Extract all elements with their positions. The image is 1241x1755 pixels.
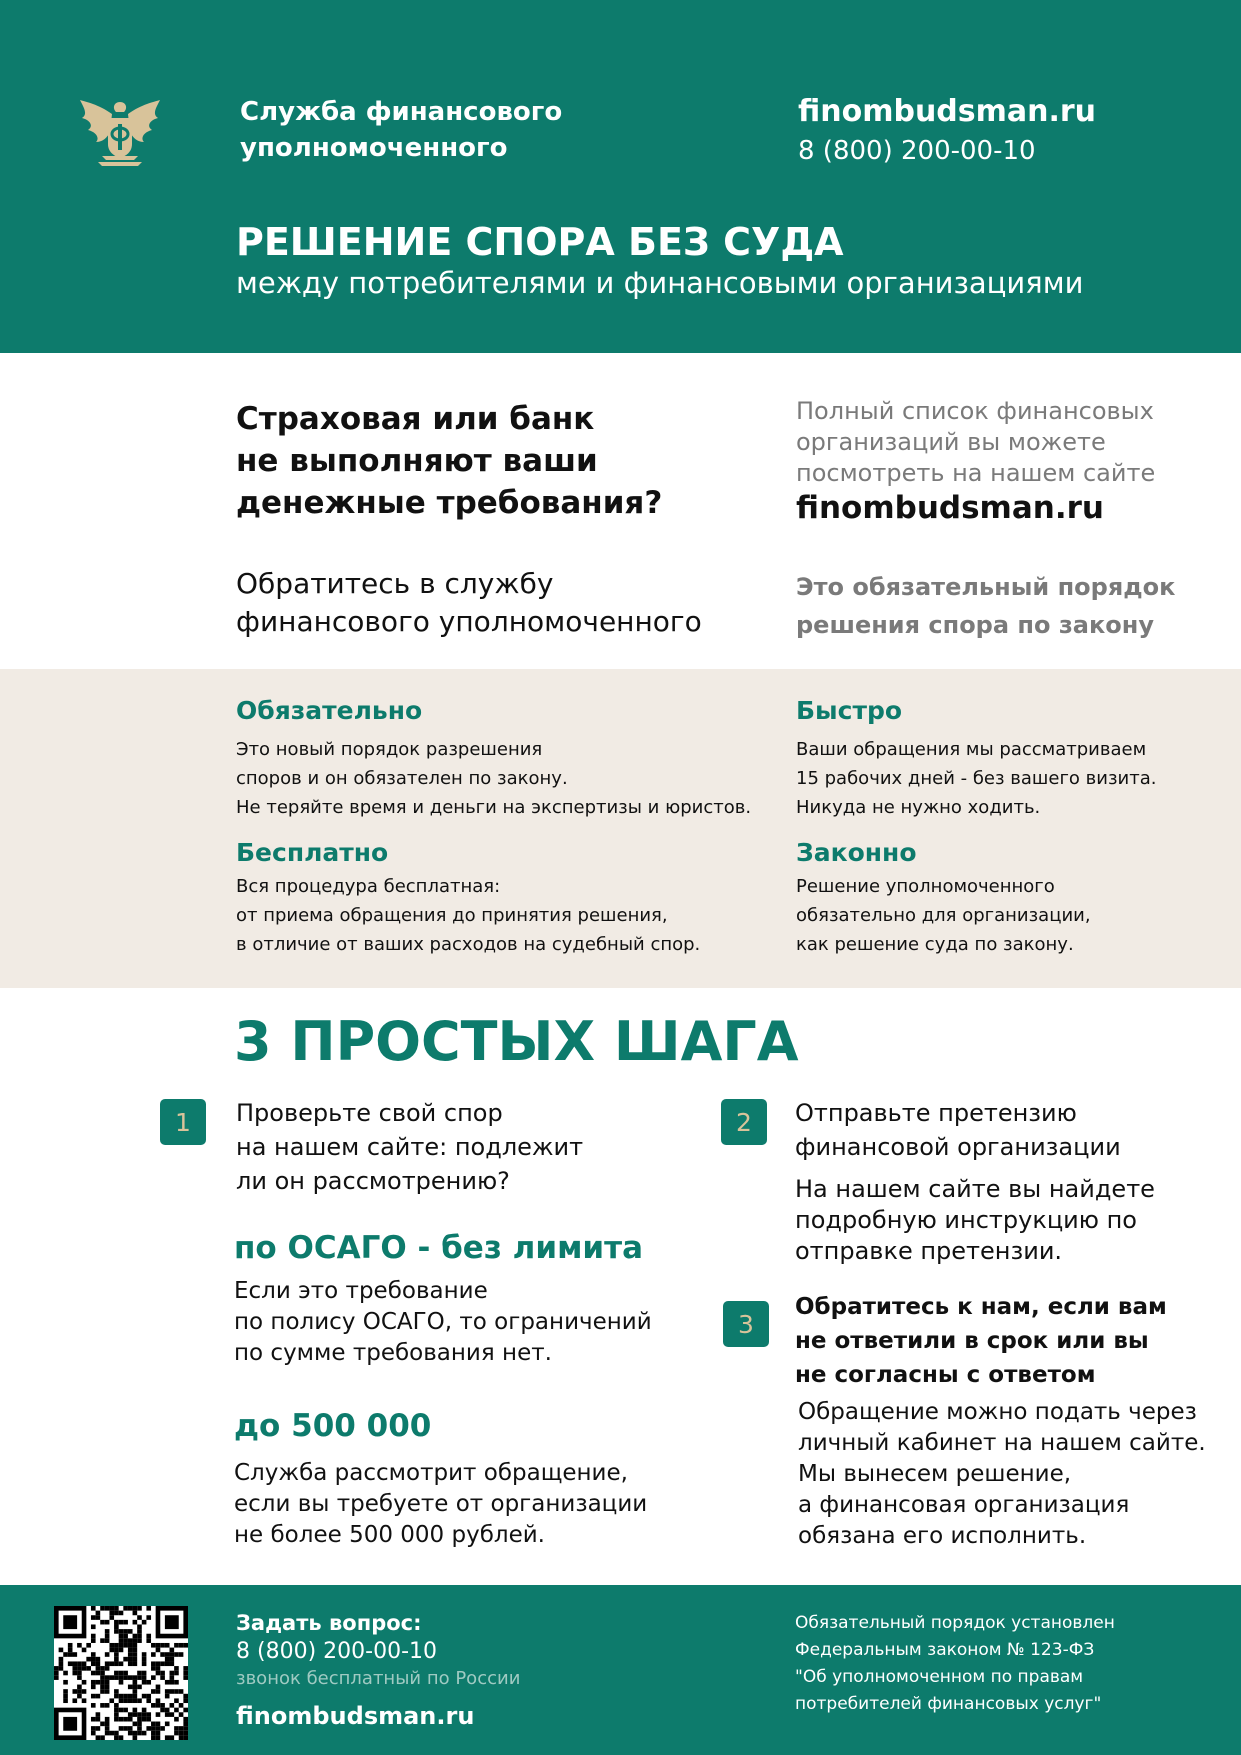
eagle-emblem-icon: [78, 96, 162, 168]
header-phone[interactable]: 8 (800) 200-00-10: [798, 136, 1036, 166]
benefit-title-free: Бесплатно: [236, 838, 389, 867]
free-call-note: звонок бесплатный по России: [236, 1668, 521, 1689]
step-1-badge: 1: [160, 1099, 206, 1145]
main-title: РЕШЕНИЕ СПОРА БЕЗ СУДА: [236, 220, 844, 264]
step-3-badge: 3: [723, 1301, 769, 1347]
header-site-link[interactable]: finombudsman.ru: [798, 94, 1097, 129]
list-site-link[interactable]: finombudsman.ru: [796, 490, 1104, 526]
footer-site-link[interactable]: finombudsman.ru: [236, 1702, 475, 1730]
benefit-title-legal: Законно: [796, 838, 917, 867]
benefit-text-free: Вся процедура бесплатная: от приема обращения до принятия решения, в отличие от ваших расходов на судебный спор.: [236, 876, 701, 955]
osago-text: Если это требование по полису ОСАГО, то ограничений по сумме требования нет.: [234, 1278, 652, 1366]
step-1-title: Проверьте свой спор на нашем сайте: подлежит ли он рассмотрению?: [236, 1099, 584, 1195]
step-3-title: Обратитесь к нам, если вам не ответили в срок или вы не согласны с ответом: [795, 1294, 1167, 1388]
step-2-badge: 2: [721, 1099, 767, 1145]
intro-question: Страховая или банк не выполняют ваши денежные требования?: [236, 401, 663, 521]
org-name: Служба финансового уполномоченного: [240, 97, 563, 163]
main-subtitle: между потребителями и финансовыми организациями: [236, 266, 1084, 300]
qr-code-icon[interactable]: [54, 1606, 188, 1740]
benefit-text-mandatory: Это новый порядок разрешения споров и он обязателен по закону. Не теряйте время и деньги на экспертизы и юристов.: [236, 739, 752, 818]
osago-title: по ОСАГО - без лимита: [234, 1230, 644, 1266]
header-band: [0, 0, 1241, 353]
steps-title: 3 ПРОСТЫХ ШАГА: [234, 1010, 799, 1073]
law-note: Обязательный порядок установлен Федеральным законом № 123-ФЗ "Об уполномоченном по правам потребителей финансовых услуг": [795, 1613, 1115, 1714]
limit-title: до 500 000: [234, 1408, 432, 1444]
benefit-text-fast: Ваши обращения мы рассматриваем 15 рабочих дней - без вашего визита. Никуда не нужно ходить.: [796, 739, 1157, 818]
step-3-text: Обращение можно подать через личный кабинет на нашем сайте. Мы вынесем решение, а финансовая организация обязана его исполнить.: [798, 1399, 1206, 1549]
footer-phone[interactable]: 8 (800) 200-00-10: [236, 1639, 437, 1664]
intro-cta: Обратитесь в службу финансового уполномоченного: [236, 567, 702, 638]
step-2-text: На нашем сайте вы найдете подробную инструкцию по отправке претензии.: [795, 1175, 1155, 1265]
limit-text: Служба рассмотрит обращение, если вы требуете от организации не более 500 000 рублей.: [234, 1460, 648, 1548]
step-2-title: Отправьте претензию финансовой организации: [795, 1099, 1121, 1161]
list-note: Полный список финансовых организаций вы можете посмотреть на нашем сайте: [796, 397, 1156, 487]
benefit-text-legal: Решение уполномоченного обязательно для организации, как решение суда по закону.: [796, 876, 1091, 955]
benefit-title-fast: Быстро: [796, 696, 903, 725]
ask-question-label: Задать вопрос:: [236, 1611, 422, 1635]
mandatory-note: Это обязательный порядок решения спора по закону: [796, 573, 1176, 639]
benefit-title-mandatory: Обязательно: [236, 696, 423, 725]
